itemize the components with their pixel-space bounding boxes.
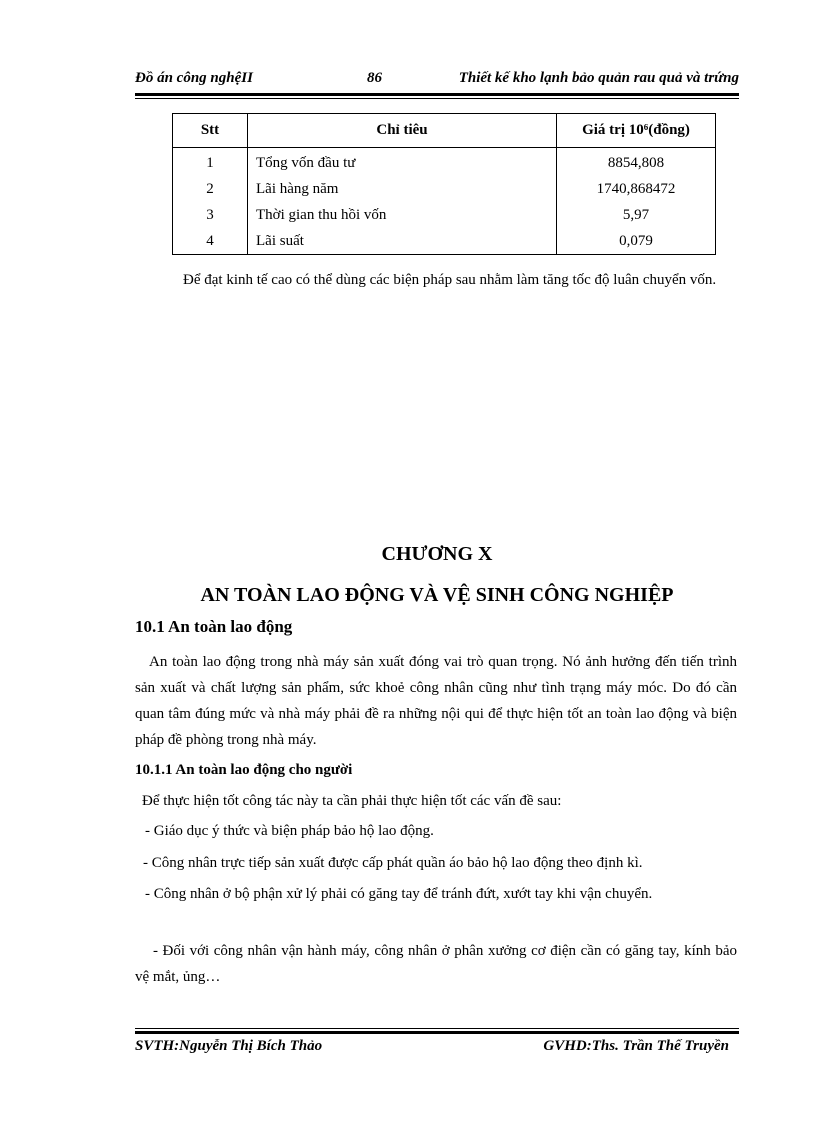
footer-rule-thin xyxy=(135,1028,739,1029)
list-item: - Đối với công nhân vận hành máy, công nhân ở phân xưởng cơ điện cần có găng tay, kính bảo vệ mắt, ủng… xyxy=(135,943,737,985)
subsection-heading: 10.1.1 An toàn lao động cho người xyxy=(135,762,353,778)
section-paragraph: An toàn lao động trong nhà máy sản xuất đóng vai trò quan trọng. Nó ảnh hưởng đến tiến trình sản xuất và chất lượng sản phẩm, sức khoẻ công nhân cũng như tình trạng máy móc. Do đó cần quan tâm đúng mức và nhà máy phải đề ra những nội qui để thực hiện tốt an toàn lao động và biện pháp đề phòng trong nhà máy. xyxy=(135,654,737,748)
table-row xyxy=(173,176,716,202)
cell-stt: 2 xyxy=(173,176,248,202)
footer-advisor: GVHD:Ths. Trần Thế Truyền xyxy=(543,1038,729,1054)
cell-stt: 4 xyxy=(173,228,248,255)
header-rule-thick xyxy=(135,93,739,96)
cell-value: 1740,868472 xyxy=(557,176,716,202)
cell-value: 8854,808 xyxy=(557,148,716,177)
cell-name: Tổng vốn đầu tư xyxy=(248,148,557,177)
cell-stt: 1 xyxy=(173,148,248,177)
cell-stt: 3 xyxy=(173,202,248,228)
page-footer xyxy=(135,1038,739,1060)
header-doc-title: Đồ án công nghệII xyxy=(135,70,253,86)
page-number: 86 xyxy=(367,70,382,86)
list-item: - Công nhân trực tiếp sản xuất được cấp phát quần áo bảo hộ lao động theo định kì. xyxy=(143,855,643,871)
intro-paragraph: Để đạt kinh tế cao có thể dùng các biện pháp sau nhằm làm tăng tốc độ luân chuyển vốn. xyxy=(183,272,717,288)
page-header xyxy=(135,70,739,92)
cell-name: Thời gian thu hồi vốn xyxy=(248,202,557,228)
table-header-row xyxy=(173,114,716,148)
table-row xyxy=(173,202,716,228)
table-row xyxy=(173,148,716,177)
list-item: - Công nhân ở bộ phận xử lý phải có găng tay để tránh đứt, xướt tay khi vận chuyển. xyxy=(145,886,653,902)
col-stt-header: Stt xyxy=(173,114,248,148)
section-heading: 10.1 An toàn lao động xyxy=(135,617,293,636)
header-topic: Thiết kế kho lạnh bảo quản rau quả và trứng xyxy=(458,70,739,86)
header-rule-thin xyxy=(135,98,739,99)
chapter-title: AN TOÀN LAO ĐỘNG VÀ VỆ SINH CÔNG NGHIỆP xyxy=(200,584,674,606)
table-row xyxy=(173,228,716,255)
footer-rule-thick xyxy=(135,1031,739,1034)
chapter-number: CHƯƠNG X xyxy=(381,543,493,565)
col-value-header: Giá trị 10⁶(đồng) xyxy=(557,114,716,148)
cell-value: 0,079 xyxy=(557,228,716,255)
cell-name: Lãi hàng năm xyxy=(248,176,557,202)
footer-student: SVTH:Nguyễn Thị Bích Thảo xyxy=(135,1038,323,1054)
subsection-intro: Để thực hiện tốt công tác này ta cần phải thực hiện tốt các vấn đề sau: xyxy=(142,793,562,809)
investment-table xyxy=(172,113,716,255)
cell-value: 5,97 xyxy=(557,202,716,228)
list-item: - Giáo dục ý thức và biện pháp bảo hộ lao động. xyxy=(145,823,434,839)
cell-name: Lãi suất xyxy=(248,228,557,255)
col-name-header: Chỉ tiêu xyxy=(248,114,557,148)
